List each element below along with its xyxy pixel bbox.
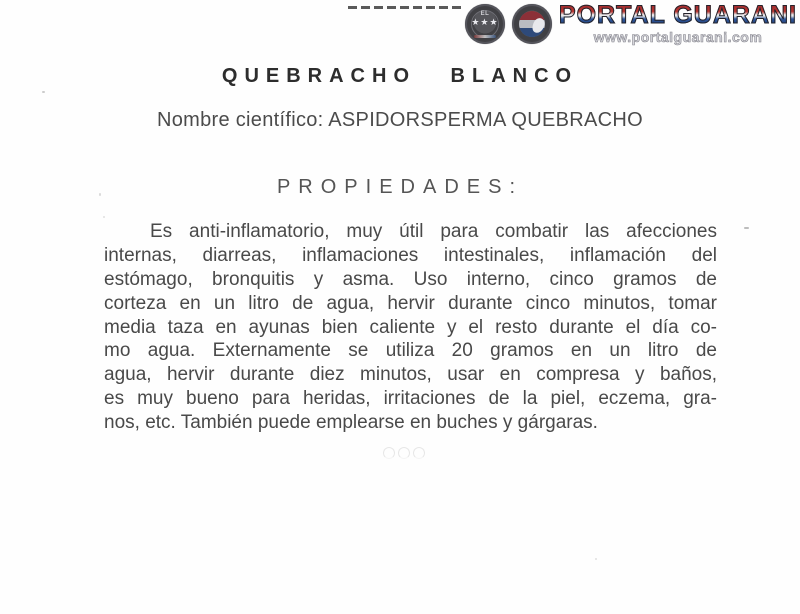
flag-white-stripe [519,20,545,28]
seal-stars-icon: ★★★ [471,17,499,27]
paragraph-line: mo agua. Externamente se utiliza 20 gramos en un litro de [104,340,717,362]
ornament-circle [398,447,410,459]
three-stars-seal-icon [465,4,505,44]
paragraph-line: corteza en un litro de agua, hervir durante cinco minutos, tomar [104,292,717,314]
scan-speck [595,558,597,560]
seal-label: EL [480,11,490,17]
paraguay-flag-seal-icon [512,4,552,44]
paragraph-line: estómago, bronquitis y asma. Uso interno, cinco gramos de [104,268,717,290]
paragraph-line: internas, diarreas, inflamaciones intestinales, inflamación del [104,244,717,266]
paragraph-line: agua, hervir durante diez minutos, usar en compresa y baños, [104,364,717,386]
ornament-circle [383,447,395,459]
portal-guarani-watermark [465,3,797,45]
brand-title: PORTAL GUARANI [558,1,797,29]
paragraph-line: nos, etc. También puede emplearse en buches y gárgaras. [104,412,598,434]
paraguay-flag-icon [519,11,545,37]
scan-speck [744,227,749,229]
paragraph-line: es muy bueno para heridas, irritaciones de la piel, eczema, gra- [104,388,717,410]
section-heading: PROPIEDADES: [276,176,524,198]
scan-speck [103,216,105,218]
ooo-ornament-icon [383,447,425,459]
scientific-name: Nombre científico: ASPIDORSPERMA QUEBRACHO [156,109,644,131]
paragraph-line: media taza en ayunas bien caliente y el resto durante el día co- [104,316,717,338]
brand-url: www.portalguarani.com [593,29,763,45]
properties-paragraph [104,220,717,435]
seal-band [474,35,496,38]
document-title: QUEBRACHO BLANCO [221,65,579,87]
paragraph-line: Es anti-inflamatorio, muy útil para combatir las afecciones [150,221,717,242]
scan-speck [42,91,45,93]
scan-speck [99,193,101,196]
brand-text-block [559,3,797,45]
top-dashed-line [348,6,462,9]
ornament-circle [413,447,425,459]
